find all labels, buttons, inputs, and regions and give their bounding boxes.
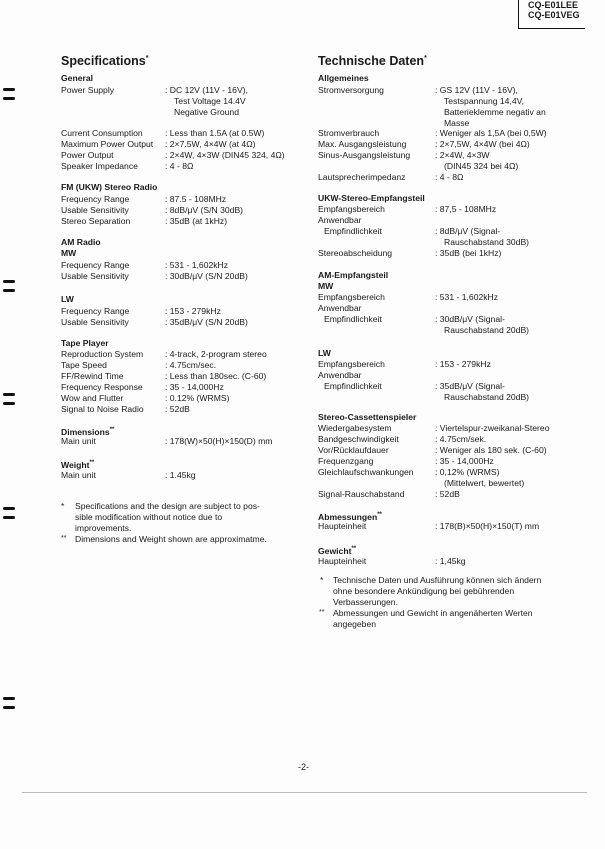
spec-value: : 4 - 8Ω [165,161,194,171]
spec-label: Gleichlaufschwankungen [318,467,414,477]
section-general: General [61,73,94,83]
section-am: AM-Empfangsteil [318,270,389,280]
section-dimensions: Abmessungen** [318,511,382,522]
spec-value: : 30dB/μV (S/N 20dB) [165,271,248,281]
spec-value: : 1,45kg [435,556,466,566]
footnote-specs: Technische Daten und Ausführung können sich ändern ohne besondere Ankündigung bei gebührenden Verbasserungen. [333,575,542,607]
spec-value: : 531 - 1,602kHz [435,292,499,302]
section-am: AM Radio [61,237,101,247]
model-number-2: CQ-E01VEG [528,10,580,20]
spec-value: Rauschabstand 20dB) [444,325,530,335]
binding-mark [3,393,15,396]
spec-label: Usable Sensitivity [61,205,129,215]
spec-value: Rauschabstand 20dB) [444,392,530,402]
spec-value: : 153 - 279kHz [435,359,491,369]
spec-label: Anwendbar [318,303,362,313]
spec-value: Negative Ground [174,107,239,117]
page-title-en: Specifications* [61,54,149,69]
spec-label: Maximum Power Output [61,139,154,149]
spec-label: Empfindlichkeit [324,314,382,324]
spec-value: : 531 - 1,602kHz [165,260,229,270]
binding-mark [3,516,15,519]
spec-value: : 178(W)×50(H)×150(D) mm [165,436,273,446]
section-weight: Weight** [61,459,95,470]
spec-value: : 2×4W, 4×3W [435,150,490,160]
spec-value: Testspannung 14,4V, [444,96,524,106]
spec-value: Test Voltage 14.4V [174,96,246,106]
spec-value: : 52dB [165,404,190,414]
spec-value: : 2×7.5W, 4×4W (at 4Ω) [165,139,256,149]
section-mw: MW [318,281,334,291]
spec-label: Frequenzgang [318,456,374,466]
footnote-dimensions: Abmessungen und Gewicht in angenäherten Werten angegeben [333,608,533,629]
spec-label: Frequency Range [61,306,130,316]
spec-value: : 87.5 - 108MHz [165,194,227,204]
spec-value: (DIN45 324 bei 4Ω) [444,161,519,171]
page-title-de: Technische Daten* [318,54,427,69]
spec-label: Power Supply [61,85,115,95]
footnote-mark: ** [319,609,325,616]
section-general: Allgemeines [318,73,369,83]
spec-value: : 52dB [435,489,460,499]
spec-value: : 178(B)×50(H)×150(T) mm [435,521,540,531]
spec-label: Empfangsbereich [318,204,385,214]
binding-mark [3,289,15,292]
spec-label: Frequency Response [61,382,143,392]
spec-value: : 4.75cm/sec. [165,360,217,370]
spec-label: Anwendbar [318,215,362,225]
spec-value: : 153 - 279kHz [165,306,221,316]
spec-value: Rauschabstand 30dB) [444,237,530,247]
spec-label: Haupteinheit [318,521,367,531]
spec-value: : Less than 1.5A (at 0.5W) [165,128,265,138]
spec-label: Frequency Range [61,194,130,204]
spec-label: Signal-Rauschabstand [318,489,405,499]
spec-value: : 4 - 8Ω [435,172,464,182]
section-lw: LW [318,348,331,358]
spec-value: : 2×7,5W, 4×4W (bei 4Ω) [435,139,530,149]
spec-label: Stromverbrauch [318,128,380,138]
binding-mark [3,697,15,700]
spec-label: Current Consumption [61,128,143,138]
footer-divider [22,792,587,793]
binding-mark [3,507,15,510]
spec-label: Max. Ausgangsleistung [318,139,407,149]
spec-value: : 1.45kg [165,470,196,480]
spec-value: : 35dB (at 1kHz) [165,216,228,226]
spec-value: : 4.75cm/sek. [435,434,487,444]
spec-value: : 87,5 - 108MHz [435,204,497,214]
spec-label: Reproduction System [61,349,144,359]
spec-label: Empfindlichkeit [324,381,382,391]
model-number-1: CQ-E01LEE [528,0,579,10]
spec-label: Power Output [61,150,114,160]
spec-value: : Weniger als 1,5A (bei 0,5W) [435,128,547,138]
spec-label: Wow and Flutter [61,393,124,403]
spec-value: : 0.12% (WRMS) [165,393,230,403]
spec-label: Speaker Impedance [61,161,138,171]
binding-mark [3,706,15,709]
spec-label: Tape Speed [61,360,107,370]
spec-label: Haupteinheit [318,556,367,566]
footnote-mark: * [61,501,65,511]
spec-label: FF/Rewind Time [61,371,124,381]
footnote-dimensions: Dimensions and Weight shown are approximatme. [75,534,267,544]
spec-label: Anwendbar [318,370,362,380]
spec-value: : DC 12V (11V - 16V), [165,85,248,95]
spec-value: : 8dB/μV (Signal- [435,226,501,236]
spec-label: Empfindlichkeit [324,226,382,236]
footnote-specs: Specifications and the design are subject to pos- sible modification without notice due to improvements. [75,501,260,533]
section-mw: MW [61,248,77,258]
spec-label: Usable Sensitivity [61,271,129,281]
spec-label: Main unit [61,470,96,480]
binding-mark [3,402,15,405]
spec-label: Stromversorgung [318,85,384,95]
spec-label: Vor/Rücklaufdauer [318,445,389,455]
spec-value: (Mittelwert, bewertet) [444,478,525,488]
spec-label: Bandgeschwindigkeit [318,434,399,444]
binding-mark [3,97,15,100]
spec-label: Stereoabscheidung [318,248,393,258]
spec-value: : 4-track, 2-program stereo [165,349,267,359]
spec-value: : 8dB/μV (S/N 30dB) [165,205,244,215]
spec-label: Signal to Noise Radio [61,404,144,414]
section-dimensions: Dimensions** [61,426,115,437]
page-number: -2- [298,762,309,772]
section-weight: Gewicht** [318,545,357,556]
spec-value: : Less than 180sec. (C-60) [165,371,267,381]
section-fm: FM (UKW) Stereo Radio [61,182,158,192]
section-tape: Tape Player [61,338,109,348]
footnote-mark: * [320,575,324,585]
spec-value: : Viertelspur-zweikanal-Stereo [435,423,550,433]
binding-mark [3,280,15,283]
spec-value: : 2×4W, 4×3W (DIN45 324, 4Ω) [165,150,285,160]
section-lw: LW [61,294,74,304]
spec-label: Stereo Separation [61,216,131,226]
spec-label: Frequency Range [61,260,130,270]
spec-label: Main unit [61,436,96,446]
spec-value: : 35dB/μV (S/N 20dB) [165,317,248,327]
spec-value: : 35dB/μV (Signal- [435,381,505,391]
spec-label: Empfangsbereich [318,292,385,302]
spec-value: : GS 12V (11V - 16V), [435,85,518,95]
spec-value: : 35 - 14,000Hz [165,382,224,392]
spec-value: : 35 - 14,000Hz [435,456,494,466]
spec-value: : 30dB/μV (Signal- [435,314,505,324]
footnote-mark: ** [61,535,67,542]
spec-label: Sinus-Ausgangsleistung [318,150,411,160]
section-fm: UKW-Stereo-Empfangsteil [318,193,425,203]
binding-mark [3,88,15,91]
spec-value: : 35dB (bei 1kHz) [435,248,502,258]
spec-label: Lautsprecherimpedanz [318,172,406,182]
spec-label: Wiedergabesystem [318,423,392,433]
section-tape: Stereo-Cassettenspieler [318,412,417,422]
spec-label: Usable Sensitivity [61,317,129,327]
spec-value: : 0,12% (WRMS) [435,467,500,477]
spec-value: Batterieklemme negativ an [444,107,546,117]
spec-label: Empfangsbereich [318,359,385,369]
spec-value: : Weniger als 180 sek. (C-60) [435,445,547,455]
spec-value: Masse [444,118,470,128]
